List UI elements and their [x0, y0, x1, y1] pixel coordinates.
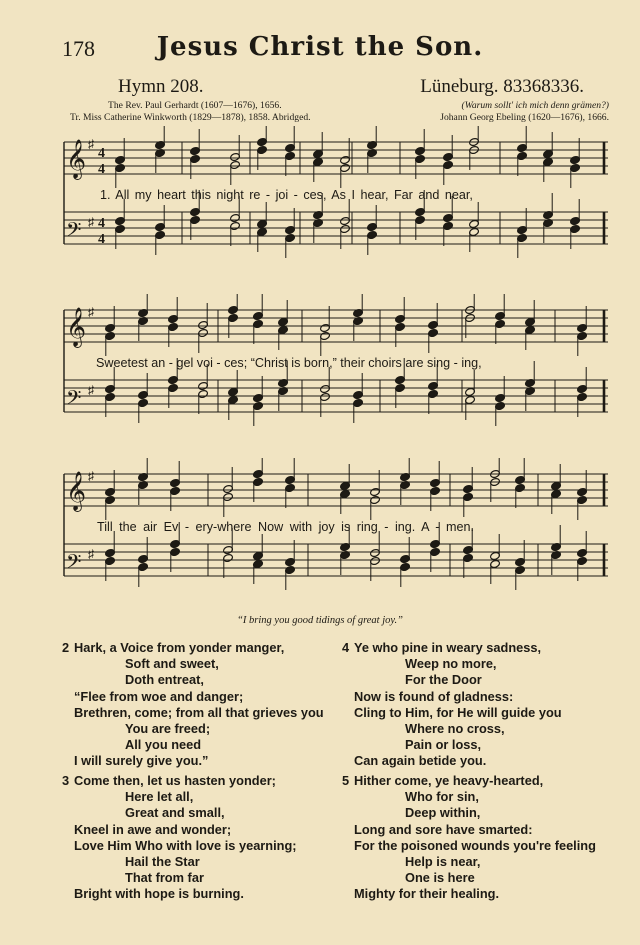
composer-credit: Johann Georg Ebeling (1620—1676), 1666.	[440, 112, 609, 123]
key-signature: ♯	[88, 215, 94, 229]
verse-line: Great and small,	[125, 805, 225, 821]
verse-number: 5	[342, 773, 350, 788]
verse-line: Pain or loss,	[405, 737, 482, 753]
verse-line: Hark, a Voice from yonder manger,	[74, 640, 285, 655]
bass-clef: 𝄢	[66, 386, 82, 414]
verse-line: For the Door	[405, 672, 482, 688]
hymn-number: Hymn 208.	[118, 76, 204, 97]
verse-line: Bright with hope is burning.	[74, 886, 244, 902]
treble-clef: 𝄞	[66, 139, 87, 179]
verse-line: Ye who pine in weary sadness,	[354, 640, 542, 655]
verse-line: Deep within,	[405, 805, 481, 821]
key-signature: ♯	[88, 305, 94, 319]
key-signature: ♯	[88, 383, 94, 397]
verse-line: Kneel in awe and wonder;	[74, 821, 232, 837]
verse-line: Weep no more,	[405, 656, 497, 672]
verse-number: 3	[62, 773, 70, 788]
time-signature: 4	[98, 162, 105, 177]
treble-clef: 𝄞	[66, 471, 87, 511]
running-head: Jesus Christ the Son.	[156, 32, 484, 62]
verse-line: That from far	[125, 870, 204, 886]
bass-clef: 𝄢	[66, 218, 82, 246]
verse-line: You are freed;	[125, 720, 211, 736]
lyric-line-1: 1. All my heart this night re - joi - ces, As I hear, Far and near,	[100, 188, 473, 202]
tune-name: Lüneburg. 83368336.	[420, 76, 584, 97]
verse-line: One is here	[405, 870, 475, 886]
verse-line: “Flee from woe and danger;	[74, 688, 244, 704]
verse-3	[62, 773, 297, 903]
page-number: 178	[62, 36, 95, 61]
treble-clef: 𝄞	[66, 307, 87, 347]
verse-number: 4	[342, 640, 350, 655]
verse-line: Mighty for their healing.	[354, 886, 500, 902]
epigraph: “I bring you good tidings of great joy.”	[237, 615, 403, 626]
bass-clef: 𝄢	[66, 550, 82, 578]
verse-line: Love Him Who with love is yearning;	[74, 837, 297, 853]
verse-line: Help is near,	[405, 853, 481, 869]
lyric-line-3: Till the air Ev - ery-where Now with joy is ring - ing. A - men.	[97, 520, 474, 534]
verse-line: Hail the Star	[125, 853, 200, 869]
key-signature: ♯	[88, 547, 94, 561]
verse-2	[62, 640, 324, 770]
verse-line: Soft and sweet,	[125, 656, 219, 672]
verse-4	[342, 640, 562, 770]
key-signature: ♯	[88, 469, 94, 483]
verse-line: Brethren, come; from all that grieves you	[74, 704, 324, 720]
verse-line: Now is found of gladness:	[354, 688, 514, 704]
verse-number: 2	[62, 640, 70, 655]
translator-credit: Tr. Miss Catherine Winkworth (1829—1878), 1858. Abridged.	[70, 112, 311, 123]
verse-5	[342, 773, 596, 903]
original-title: (Warum sollt' ich mich denn grämen?)	[461, 100, 609, 111]
time-signature: 4	[98, 232, 105, 247]
verse-line: For the poisoned wounds you're feeling	[354, 837, 596, 853]
verse-line: Hither come, ye heavy-hearted,	[354, 773, 544, 788]
verse-line: I will surely give you.”	[74, 753, 209, 769]
verse-line: Here let all,	[125, 789, 194, 805]
verse-line: Doth entreat,	[125, 672, 204, 688]
author-credit: The Rev. Paul Gerhardt (1607—1676), 1656.	[108, 100, 282, 111]
key-signature: ♯	[88, 137, 94, 151]
verse-line: Where no cross,	[405, 720, 505, 736]
time-signature: 4	[98, 216, 105, 231]
time-signature: 4	[98, 146, 105, 161]
verse-line: Come then, let us hasten yonder;	[74, 773, 276, 788]
lyric-line-2: Sweetest an - gel voi - ces; “Christ is born,” their choirs are sing - ing,	[96, 356, 482, 370]
verse-line: Can again betide you.	[354, 753, 487, 769]
verse-line: Cling to Him, for He will guide you	[354, 704, 562, 720]
verse-line: Who for sin,	[405, 789, 479, 805]
verse-line: Long and sore have smarted:	[354, 821, 533, 837]
verse-line: All you need	[125, 737, 202, 753]
